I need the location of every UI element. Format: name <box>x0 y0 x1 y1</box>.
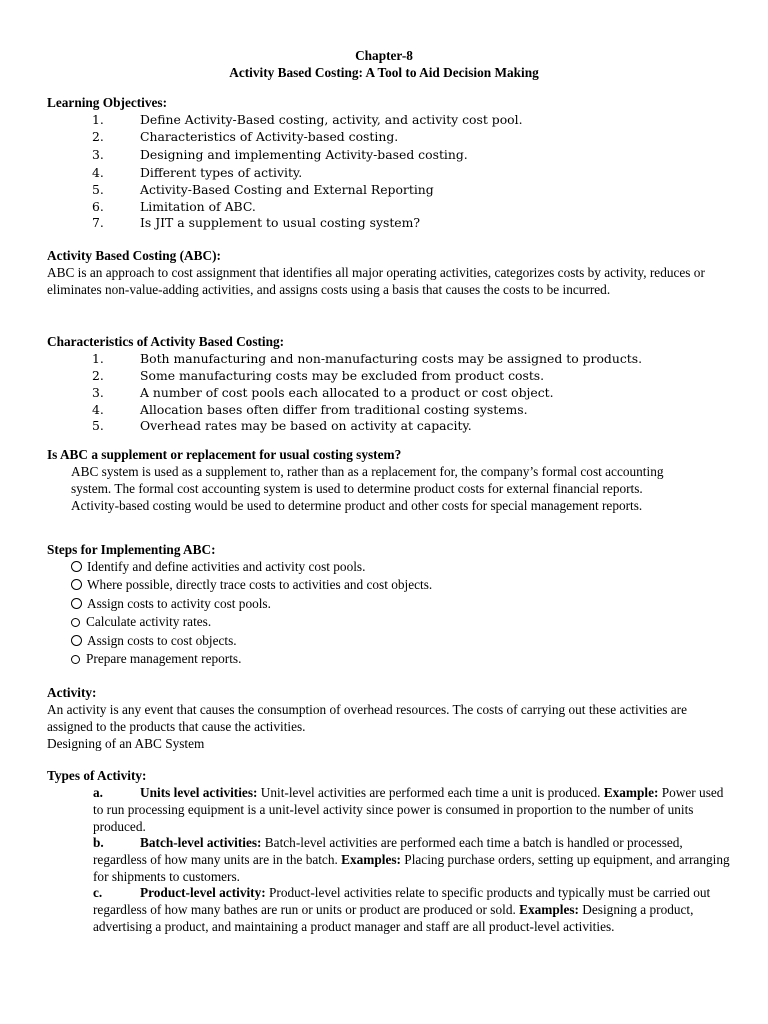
list-item: Assign costs to activity cost pools. <box>71 595 271 612</box>
characteristics-heading: Characteristics of Activity Based Costing: <box>47 334 285 349</box>
activity-heading: Activity: <box>47 685 97 700</box>
circle-bullet-icon <box>71 598 82 609</box>
chapter-title: Chapter-8 <box>355 48 413 63</box>
abc-paragraph: ABC is an approach to cost assignment that identifies all major operating activities, categorizes costs by activity, reduces or eliminates non-value-adding activities, and assigns costs using a basis that causes the costs to be incurred. <box>47 265 705 297</box>
activity-extra-line: Designing of an ABC System <box>47 736 205 751</box>
list-item: c. Product-level activity: Product-level activities relate to specific products and typically must be carried out regardless of how many bathes are run or units or product are produced or sold. Examples: Designing a product, advertising a product, and maintaining a product manager and staff are all product-level activities. <box>93 885 711 934</box>
list-item: b. Batch-level activities: Batch-level activities are performed each time a batch is handled or processed, regardless of how many units are in the batch. Examples: Placing purchase orders, setting up equipment, and arranging for shipments to customers. <box>93 835 730 884</box>
list-item: a. Units level activities: Unit-level activities are performed each time a unit is produced. Example: Power used to run processing equipment is a unit-level activity since power is consumed in proportion to the number of units produced. <box>93 785 724 834</box>
document-page: Chapter-8 Activity Based Costing: A Tool to Aid Decision Making Learning Objectives: 1. Define Activity-Based costing, activity, and activity cost pool. 2. Characteristics of Activity-based costing. 3. Designing and implementing Activity-based costing. 4. Different types of activity. 5. Activity-Based Costing and External Reporting 6. Limitation of ABC. 7. Is JIT a supplement to usual costing system? Activity Based Costing (ABC): ABC is an approach to cost assignment that identifies all major operating activities, categorizes costs by activity, reduces or eliminates non-value-adding activities, and assigns costs using a basis that causes the costs to be incurred. Characteristics of Activity Based Costing: 1. Both manufacturing and non-manufacturing costs may be assigned to products. 2. Some manufacturing costs may be excluded from product costs. 3. A number of cost pools each allocated to a product or cost object. 4. Allocation bases often differ from traditional costing systems. 5. Overhead rates may be based on activity at capacity. Is ABC a supplement or replacement for usual costing system? ABC system is used as a supplement to, rather than as a replacement for, the company’s formal cost accounting system. The formal cost accounting system is used to determine product costs for external financial reports. Activity-based costing would be used to determine product and other costs for special management reports. Steps for Implementing ABC: Identify and define activities and activity cost pools. Where possible, directly trace costs to activities and cost objects. Assign costs to activity cost pools. Calculate activity rates. Assign costs to cost objects. Prepare management reports. Activity: An activity is any event that causes the consumption of overhead resources. The costs of carrying out these activities are assigned to the products that cause the activities. Designing of an ABC System Types of Activity: a. Units level activities: Unit-level activities are performed each time a unit is produced. Example: Power used to run processing equipment is a unit-level activity since power is consumed in proportion to the number of units produced. b. Batch-level activities: Batch-level activities are performed each time a batch is handled or processed, regardless of how many units are in the batch. Examples: Placing purchase orders, setting up equipment, and arranging for shipments to customers. c. Product-level activity: Product-level activities relate to specific products and typically must be carried out regardless of how many bathes are run or units or product are produced or sold. Examples: Designing a product, advertising a product, and maintaining a product manager and staff are all product-level activities. <box>0 0 768 1024</box>
activity-paragraph: An activity is any event that causes the consumption of overhead resources. The costs of carrying out these activities are assigned to the products that cause the activities. <box>47 702 688 734</box>
chapter-subtitle: Activity Based Costing: A Tool to Aid Decision Making <box>229 65 539 80</box>
circle-bullet-icon <box>71 655 80 664</box>
steps-heading: Steps for Implementing ABC: <box>47 542 216 557</box>
list-item: Prepare management reports. <box>71 650 241 667</box>
circle-bullet-icon <box>71 561 82 572</box>
supplement-heading: Is ABC a supplement or replacement for usual costing system? <box>47 447 402 462</box>
list-item: Where possible, directly trace costs to activities and cost objects. <box>71 576 432 593</box>
list-item: Calculate activity rates. <box>71 613 211 630</box>
circle-bullet-icon <box>71 618 80 627</box>
learning-objectives-heading: Learning Objectives: <box>47 95 168 110</box>
list-item: Assign costs to cost objects. <box>71 632 237 649</box>
abc-heading: Activity Based Costing (ABC): <box>47 248 221 263</box>
supplement-paragraph: ABC system is used as a supplement to, rather than as a replacement for, the company’s formal cost accounting system. The formal cost accounting system is used to determine product costs for external financial reports. Activity-based costing would be used to determine product and other costs for special management reports. <box>71 464 664 513</box>
list-item: Identify and define activities and activity cost pools. <box>71 558 365 575</box>
types-heading: Types of Activity: <box>47 768 147 783</box>
circle-bullet-icon <box>71 635 82 646</box>
circle-bullet-icon <box>71 579 82 590</box>
